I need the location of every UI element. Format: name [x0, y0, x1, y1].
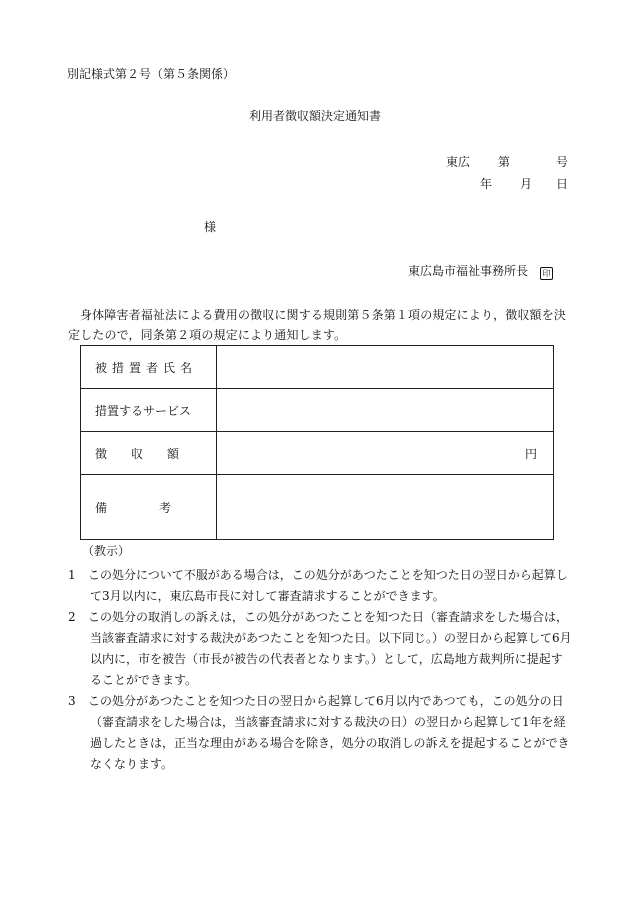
row-label-cell [81, 389, 217, 432]
row-label: 備 考 [95, 500, 176, 515]
row-label: 措置するサービス [95, 403, 192, 418]
recipient-suffix: 様 [204, 220, 217, 234]
form-number: 別記様式第２号（第５条関係） [67, 67, 236, 81]
table-row [81, 475, 554, 540]
amount-value-cell: 円 [217, 432, 554, 475]
row-value-cell [217, 389, 554, 432]
row-label: 徴 収 額 [95, 446, 186, 461]
notice-heading: （教示） [82, 544, 131, 558]
number-go-label: 号 [556, 155, 569, 169]
notice-text: この処分があつたことを知つた日の翌日から起算して6月以内であつても，この処分の日（審査請求をした場合は，当該審査請求に対する裁決の日）の翌日から起算して1年を経過したときは，正当な理由がある場合を除き，処分の取消しの訴えを提起することができなくなります。 [88, 694, 570, 771]
row-label: 被措置者氏名 [95, 360, 198, 375]
sender-name: 東広島市福祉事務所長 [408, 264, 529, 278]
sender-line [408, 265, 553, 280]
row-value-cell [217, 346, 554, 389]
seal-mark: 印 [540, 267, 553, 280]
notice-number: 2 [68, 610, 76, 624]
date-year-label: 年 [480, 177, 493, 191]
row-value-cell [217, 475, 554, 540]
issuer-label: 東広 [446, 155, 471, 169]
table-row [81, 346, 554, 389]
info-table [80, 345, 554, 540]
notice-number: 3 [68, 694, 76, 708]
row-label-cell [81, 432, 217, 475]
notice-item [68, 607, 572, 691]
notice-item [68, 565, 572, 607]
notice-item [68, 691, 572, 775]
date-day-label: 日 [556, 177, 569, 191]
notice-text: この処分について不服がある場合は，この処分があつたことを知つた日の翌日から起算して3月以内に，東広島市長に対して審査請求することができます。 [88, 568, 568, 603]
notice-text: この処分の取消しの訴えは，この処分があつたことを知つた日（審査請求をした場合は，当該審査請求に対する裁決があつたことを知つた日。以下同じ。）の翌日から起算して6月以内に，市を被告（市長が被告の代表者となります。）として，広島地方裁判所に提起することができます。 [88, 610, 572, 687]
number-dai-label: 第 [498, 155, 511, 169]
row-label-cell [81, 346, 217, 389]
row-label-cell [81, 475, 217, 540]
table-row [81, 389, 554, 432]
document-title: 利用者徴収額決定通知書 [248, 109, 381, 123]
table-row [81, 432, 554, 475]
date-month-label: 月 [520, 177, 533, 191]
intro-paragraph: 身体障害者福祉法による費用の徴収に関する規則第５条第１項の規定により，徴収額を決定したので，同条第２項の規定により通知します。 [68, 308, 567, 342]
notice-number: 1 [68, 568, 76, 582]
